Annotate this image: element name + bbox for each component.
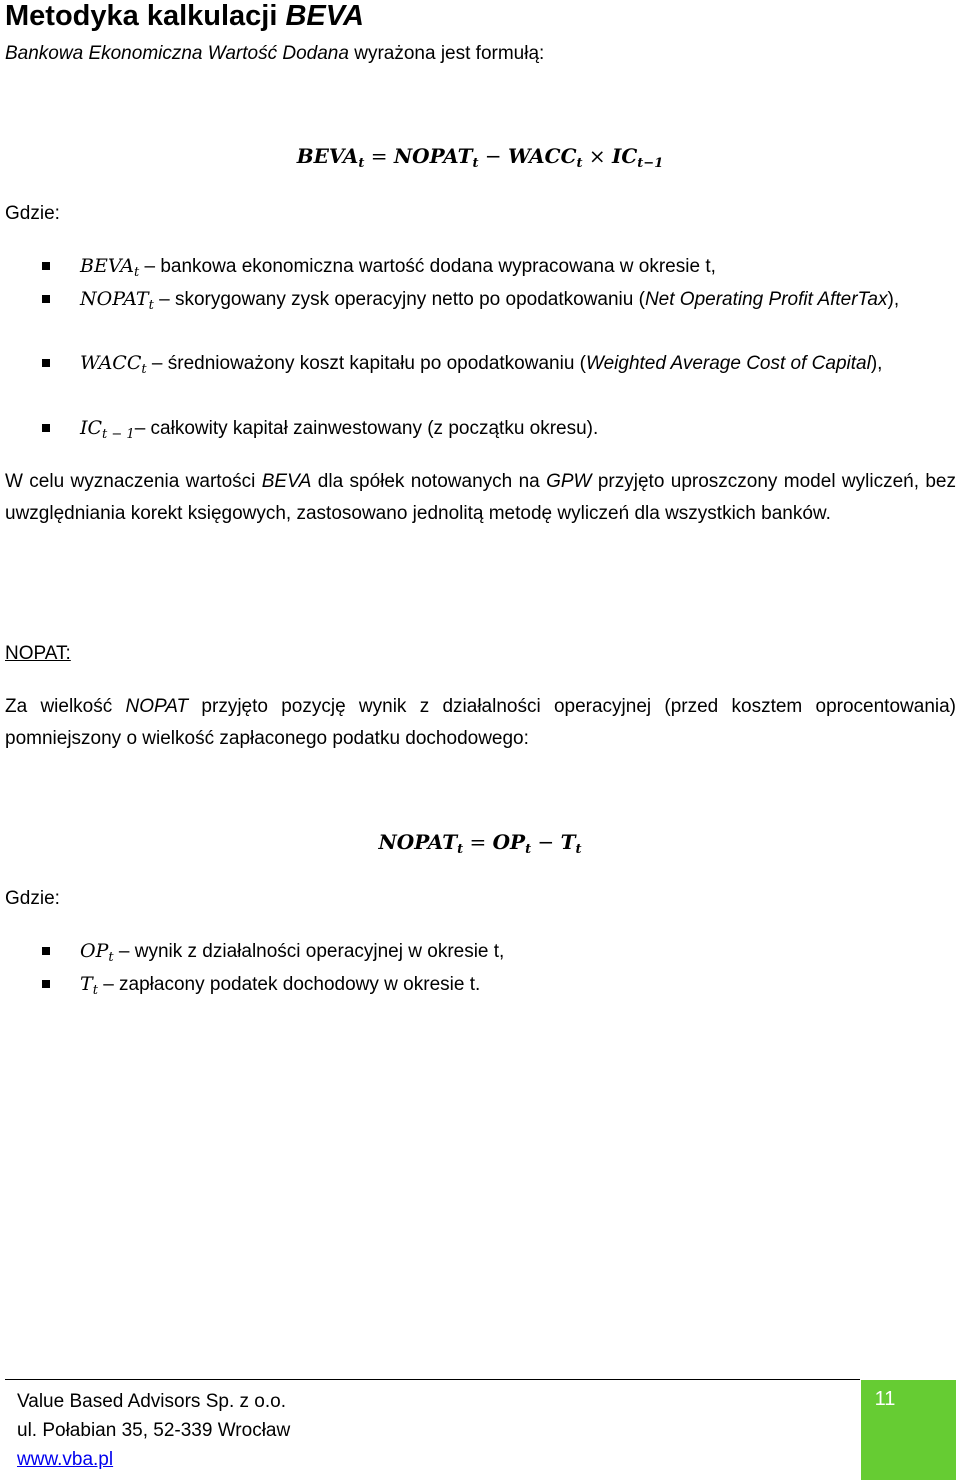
nopat-heading: NOPAT: [5,643,71,664]
footer-company: Value Based Advisors Sp. z o.o. [17,1391,286,1412]
bullet-icon [42,359,50,367]
bullet-icon [42,947,50,955]
bullet-icon [42,262,50,270]
bullet-icon [42,424,50,432]
page-title: Metodyka kalkulacji BEVA [5,0,364,32]
bullet-icon [42,980,50,988]
footer-website-link[interactable]: www.vba.pl [17,1449,114,1470]
formula-beva: $BEVA_t$ = $NOPAT_t$ − $WACC_t \times IC_{t-1}$ [296,144,664,171]
page-number-box [861,1380,956,1480]
list-item: $T_t$ – zapłacony podatek dochodowy w okresie t. [80,973,481,998]
page-number: 11 [874,1388,896,1410]
paragraph-methodology: W celu wyznaczenia wartości BEVA dla spółek notowanych na GPW przyjęto uproszczony model wyliczeń, bez uwzględniania korekt księgowych, zastosowano jednolitą metodę wyliczeń dla wszystkich banków. [5,471,956,524]
list-item: $WACC_t$ – średnioważony koszt kapitału po opodatkowaniu (Weighted Average Cost of Capital), [80,352,883,377]
page-title-italic: BEVA [285,0,364,32]
where-label: Gdzie: [5,888,60,909]
list-item: $IC_{t - 1}-$ całkowity kapitał zainwestowany (z początku okresu). [80,417,599,442]
list-item: $OP_t$ – wynik z działalności operacyjnej w okresie t, [80,940,505,965]
where-label: Gdzie: [5,203,60,224]
paragraph-nopat: Za wielkość NOPAT przyjęto pozycję wynik z działalności operacyjnej (przed kosztem oprocentowania) pomniejszony o wielkość zapłaconego podatku dochodowego: [5,696,956,749]
bullet-icon [42,295,50,303]
footer-address: ul. Połabian 35, 52-339 Wrocław [17,1420,291,1441]
list-item: $NOPAT_t$ – skorygowany zysk operacyjny netto po opodatkowaniu (Net Operating Profit AfterTax), [80,288,900,313]
intro-text: Bankowa Ekonomiczna Wartość Dodana wyrażona jest formułą: [5,43,545,64]
list-item: $BEVA_t$ – bankowa ekonomiczna wartość dodana wypracowana w okresie t, [80,255,716,280]
footer-divider [5,1379,860,1380]
formula-nopat: $NOPAT_t = OP_t - T_t$ [378,830,582,857]
